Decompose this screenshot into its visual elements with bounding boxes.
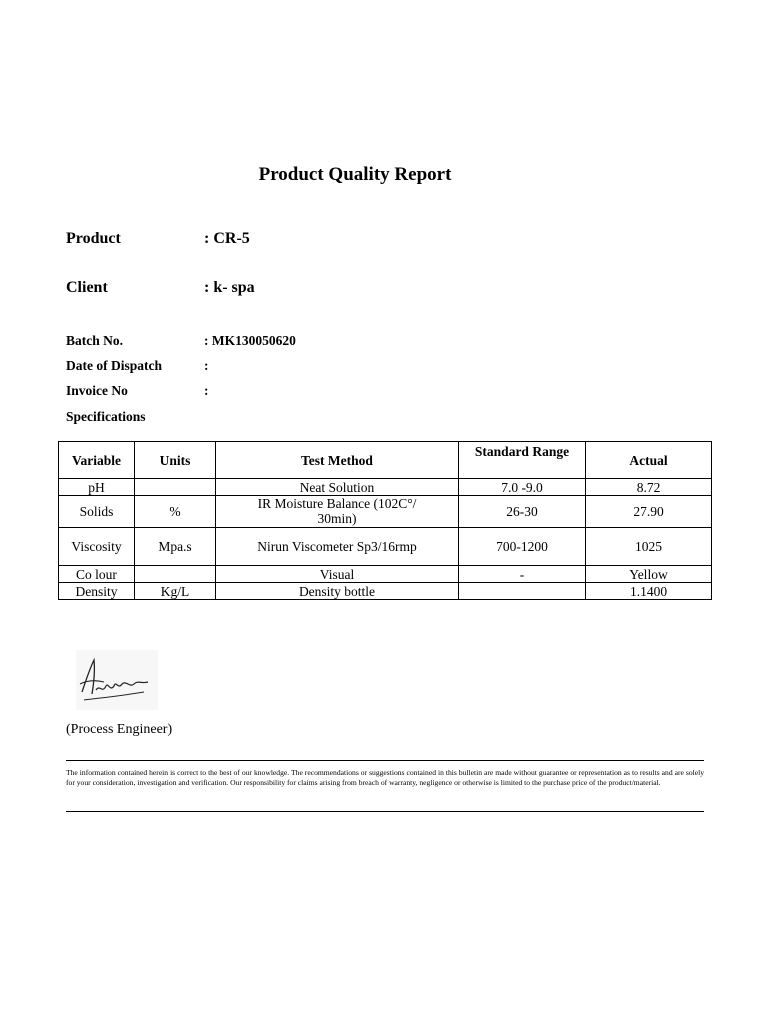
divider-top bbox=[66, 760, 704, 761]
cell: IR Moisture Balance (102C°/ 30min) bbox=[216, 496, 459, 528]
invoice-value: : bbox=[204, 383, 209, 398]
divider-bottom bbox=[66, 811, 704, 812]
cell: Visual bbox=[216, 566, 459, 583]
batch-value: : MK130050620 bbox=[204, 333, 296, 348]
cell: 1025 bbox=[586, 528, 712, 566]
table-header-row bbox=[59, 442, 712, 479]
table-row bbox=[59, 479, 712, 496]
cell: 26-30 bbox=[459, 496, 586, 528]
cell: % bbox=[135, 496, 216, 528]
cell: 27.90 bbox=[586, 496, 712, 528]
disclaimer-text: The information contained herein is correct to the best of our knowledge. The recommendations or suggestions contained in this bulletin are made without guarantee or representation as to results and are solely for your consideration, investigation and verification. Our responsibility for claims arising from breach of warranty, negligence or otherwise is limited to the purchase price of the product/material. bbox=[66, 768, 704, 787]
cell: Viscosity bbox=[59, 528, 135, 566]
table-row bbox=[59, 566, 712, 583]
cell bbox=[459, 583, 586, 600]
cell: Co lour bbox=[59, 566, 135, 583]
cell: Nirun Viscometer Sp3/16rmp bbox=[216, 528, 459, 566]
cell bbox=[135, 566, 216, 583]
specifications-label: Specifications bbox=[66, 409, 146, 424]
header-test-method: Test Method bbox=[216, 442, 459, 479]
page-title: Product Quality Report bbox=[258, 164, 452, 185]
invoice-label: Invoice No bbox=[66, 383, 128, 398]
signature-image bbox=[76, 650, 158, 710]
cell: Kg/L bbox=[135, 583, 216, 600]
batch-label: Batch No. bbox=[66, 333, 123, 348]
table-row bbox=[59, 528, 712, 566]
cell: 700-1200 bbox=[459, 528, 586, 566]
specifications-table bbox=[58, 441, 712, 600]
table-row bbox=[59, 496, 712, 528]
cell: Solids bbox=[59, 496, 135, 528]
product-label: Product bbox=[66, 230, 121, 247]
signatory-role: (Process Engineer) bbox=[66, 722, 173, 737]
cell: - bbox=[459, 566, 586, 583]
cell: pH bbox=[59, 479, 135, 496]
dispatch-label: Date of Dispatch bbox=[66, 358, 162, 373]
cell: 7.0 -9.0 bbox=[459, 479, 586, 496]
header-actual: Actual bbox=[586, 442, 712, 479]
cell: Density bbox=[59, 583, 135, 600]
cell: Mpa.s bbox=[135, 528, 216, 566]
cell: Yellow bbox=[586, 566, 712, 583]
client-value: : k- spa bbox=[204, 279, 255, 296]
header-standard-range: Standard Range bbox=[459, 442, 586, 479]
cell: 1.1400 bbox=[586, 583, 712, 600]
cell: Density bottle bbox=[216, 583, 459, 600]
cell bbox=[135, 479, 216, 496]
client-label: Client bbox=[66, 279, 108, 296]
cell: Neat Solution bbox=[216, 479, 459, 496]
header-units: Units bbox=[135, 442, 216, 479]
header-variable: Variable bbox=[59, 442, 135, 479]
product-value: : CR-5 bbox=[204, 230, 250, 247]
dispatch-value: : bbox=[204, 358, 209, 373]
table-row bbox=[59, 583, 712, 600]
cell: 8.72 bbox=[586, 479, 712, 496]
